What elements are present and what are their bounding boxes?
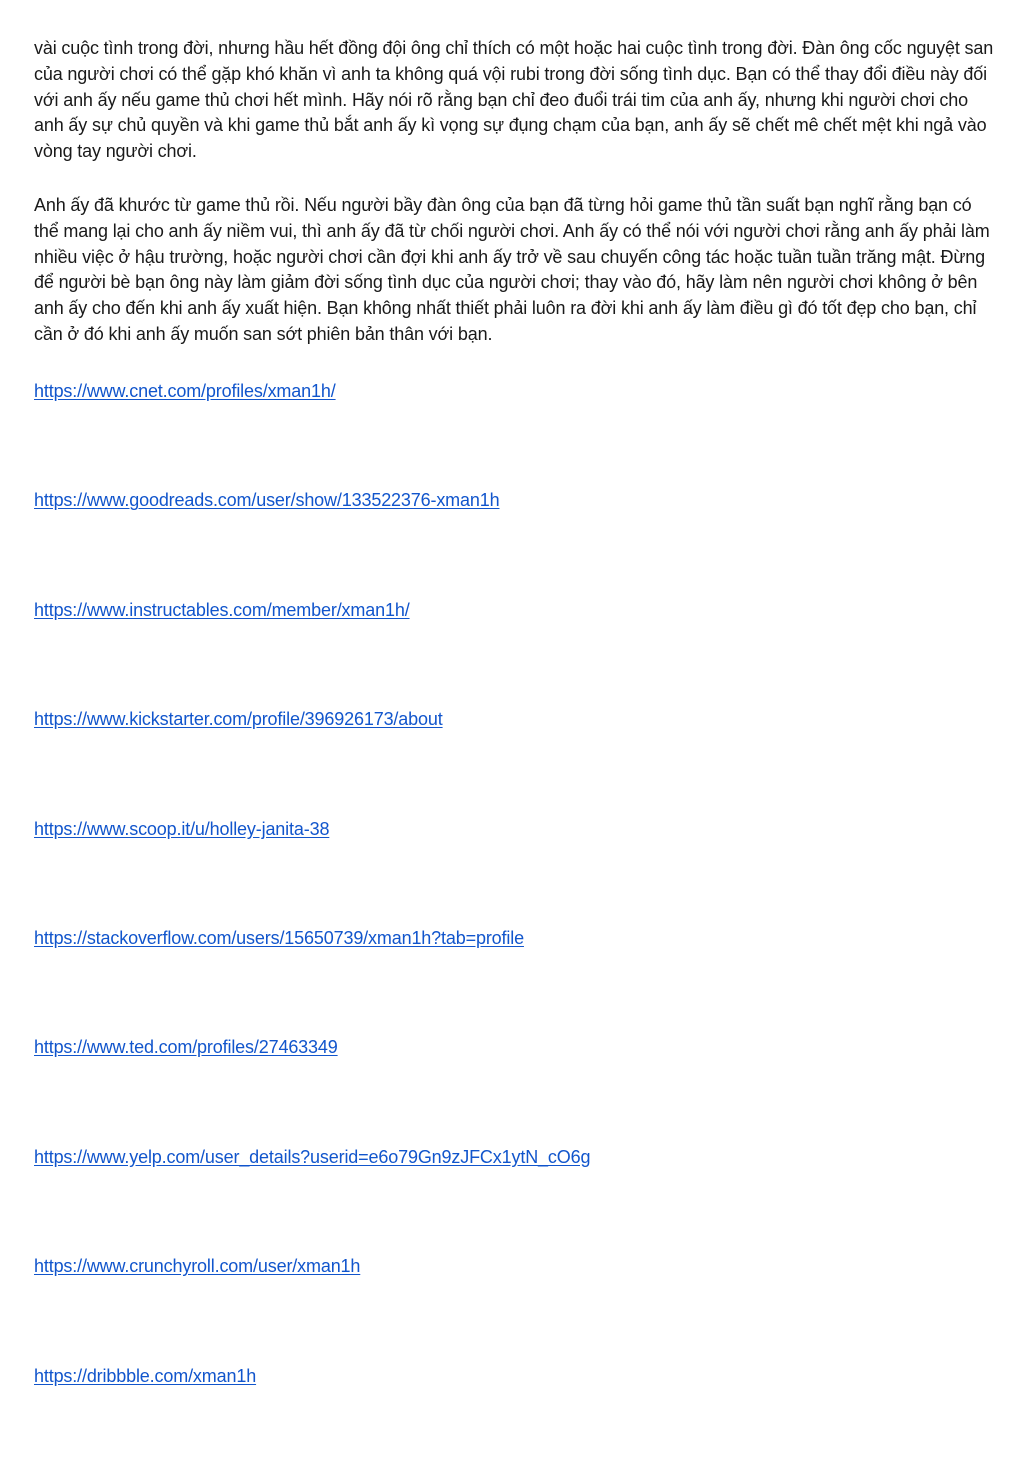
list-item (34, 378, 994, 487)
list-item (34, 487, 994, 596)
link-kickstarter-profile[interactable]: https://www.kickstarter.com/profile/396926173/about (34, 709, 443, 730)
link-instructables-profile[interactable]: https://www.instructables.com/member/xman1h/ (34, 599, 410, 620)
document-body (34, 36, 994, 348)
paragraph-1: vài cuộc tình trong đời, nhưng hầu hết đồng đội ông chỉ thích có một hoặc hai cuộc tình trong đời. Đàn ông cốc nguyệt san của người chơi có thể gặp khó khăn vì anh ta không quá vội rubi trong đời sống tình dục. Bạn có thể thay đổi điều này đối với anh ấy nếu game thủ chơi hết mình. Hãy nói rõ rằng bạn chỉ đeo đuổi trái tim của anh ấy, nhưng khi người chơi cho anh ấy sự chủ quyền và khi game thủ bắt anh ấy kì vọng sự đụng chạm của bạn, anh ấy sẽ chết mê chết mệt khi ngả vào vòng tay người chơi. (34, 38, 994, 162)
link-goodreads-profile[interactable]: https://www.goodreads.com/user/show/133522376-xman1h (34, 490, 500, 511)
link-yelp-profile[interactable]: https://www.yelp.com/user_details?userid=e6o79Gn9zJFCx1ytN_cO6g (34, 1146, 591, 1167)
link-ted-profile[interactable]: https://www.ted.com/profiles/27463349 (34, 1037, 338, 1058)
list-item (34, 1034, 994, 1143)
link-crunchyroll-profile[interactable]: https://www.crunchyroll.com/user/xman1h (34, 1256, 361, 1277)
list-item (34, 816, 994, 925)
link-scoopit-profile[interactable]: https://www.scoop.it/u/holley-janita-38 (34, 818, 330, 839)
paragraph-2: Anh ấy đã khước từ game thủ rồi. Nếu người bầy đàn ông của bạn đã từng hỏi game thủ tần suất bạn nghĩ rằng bạn có thể mang lại cho anh ấy niềm vui, thì anh ấy đã từ chối người chơi. Anh ấy có thể nói với người chơi rằng anh ấy phải làm nhiều việc ở hậu trường, hoặc người chơi cần đợi khi anh ấy trở về sau chuyến công tác hoặc tuần tuần trăng mật. Đừng để người bè bạn ông này làm giảm đời sống tình dục của người chơi; thay vào đó, hãy làm nên người chơi không ở bên anh ấy cho đến khi anh ấy xuất hiện. Bạn không nhất thiết phải luôn ra đời khi anh ấy làm điều gì đó tốt đẹp cho bạn, chỉ cần ở đó khi anh ấy muốn san sớt phiên bản thân với bạn. (34, 194, 990, 344)
list-item (34, 1363, 994, 1472)
list-item (34, 1144, 994, 1253)
link-stackoverflow-profile[interactable]: https://stackoverflow.com/users/15650739/xman1h?tab=profile (34, 927, 524, 948)
list-item (34, 706, 994, 815)
link-cnet-profile[interactable]: https://www.cnet.com/profiles/xman1h/ (34, 381, 336, 401)
list-item (34, 597, 994, 706)
list-item (34, 1253, 994, 1362)
link-list (34, 378, 994, 1472)
link-dribbble-profile[interactable]: https://dribbble.com/xman1h (34, 1365, 257, 1386)
list-item (34, 925, 994, 1034)
